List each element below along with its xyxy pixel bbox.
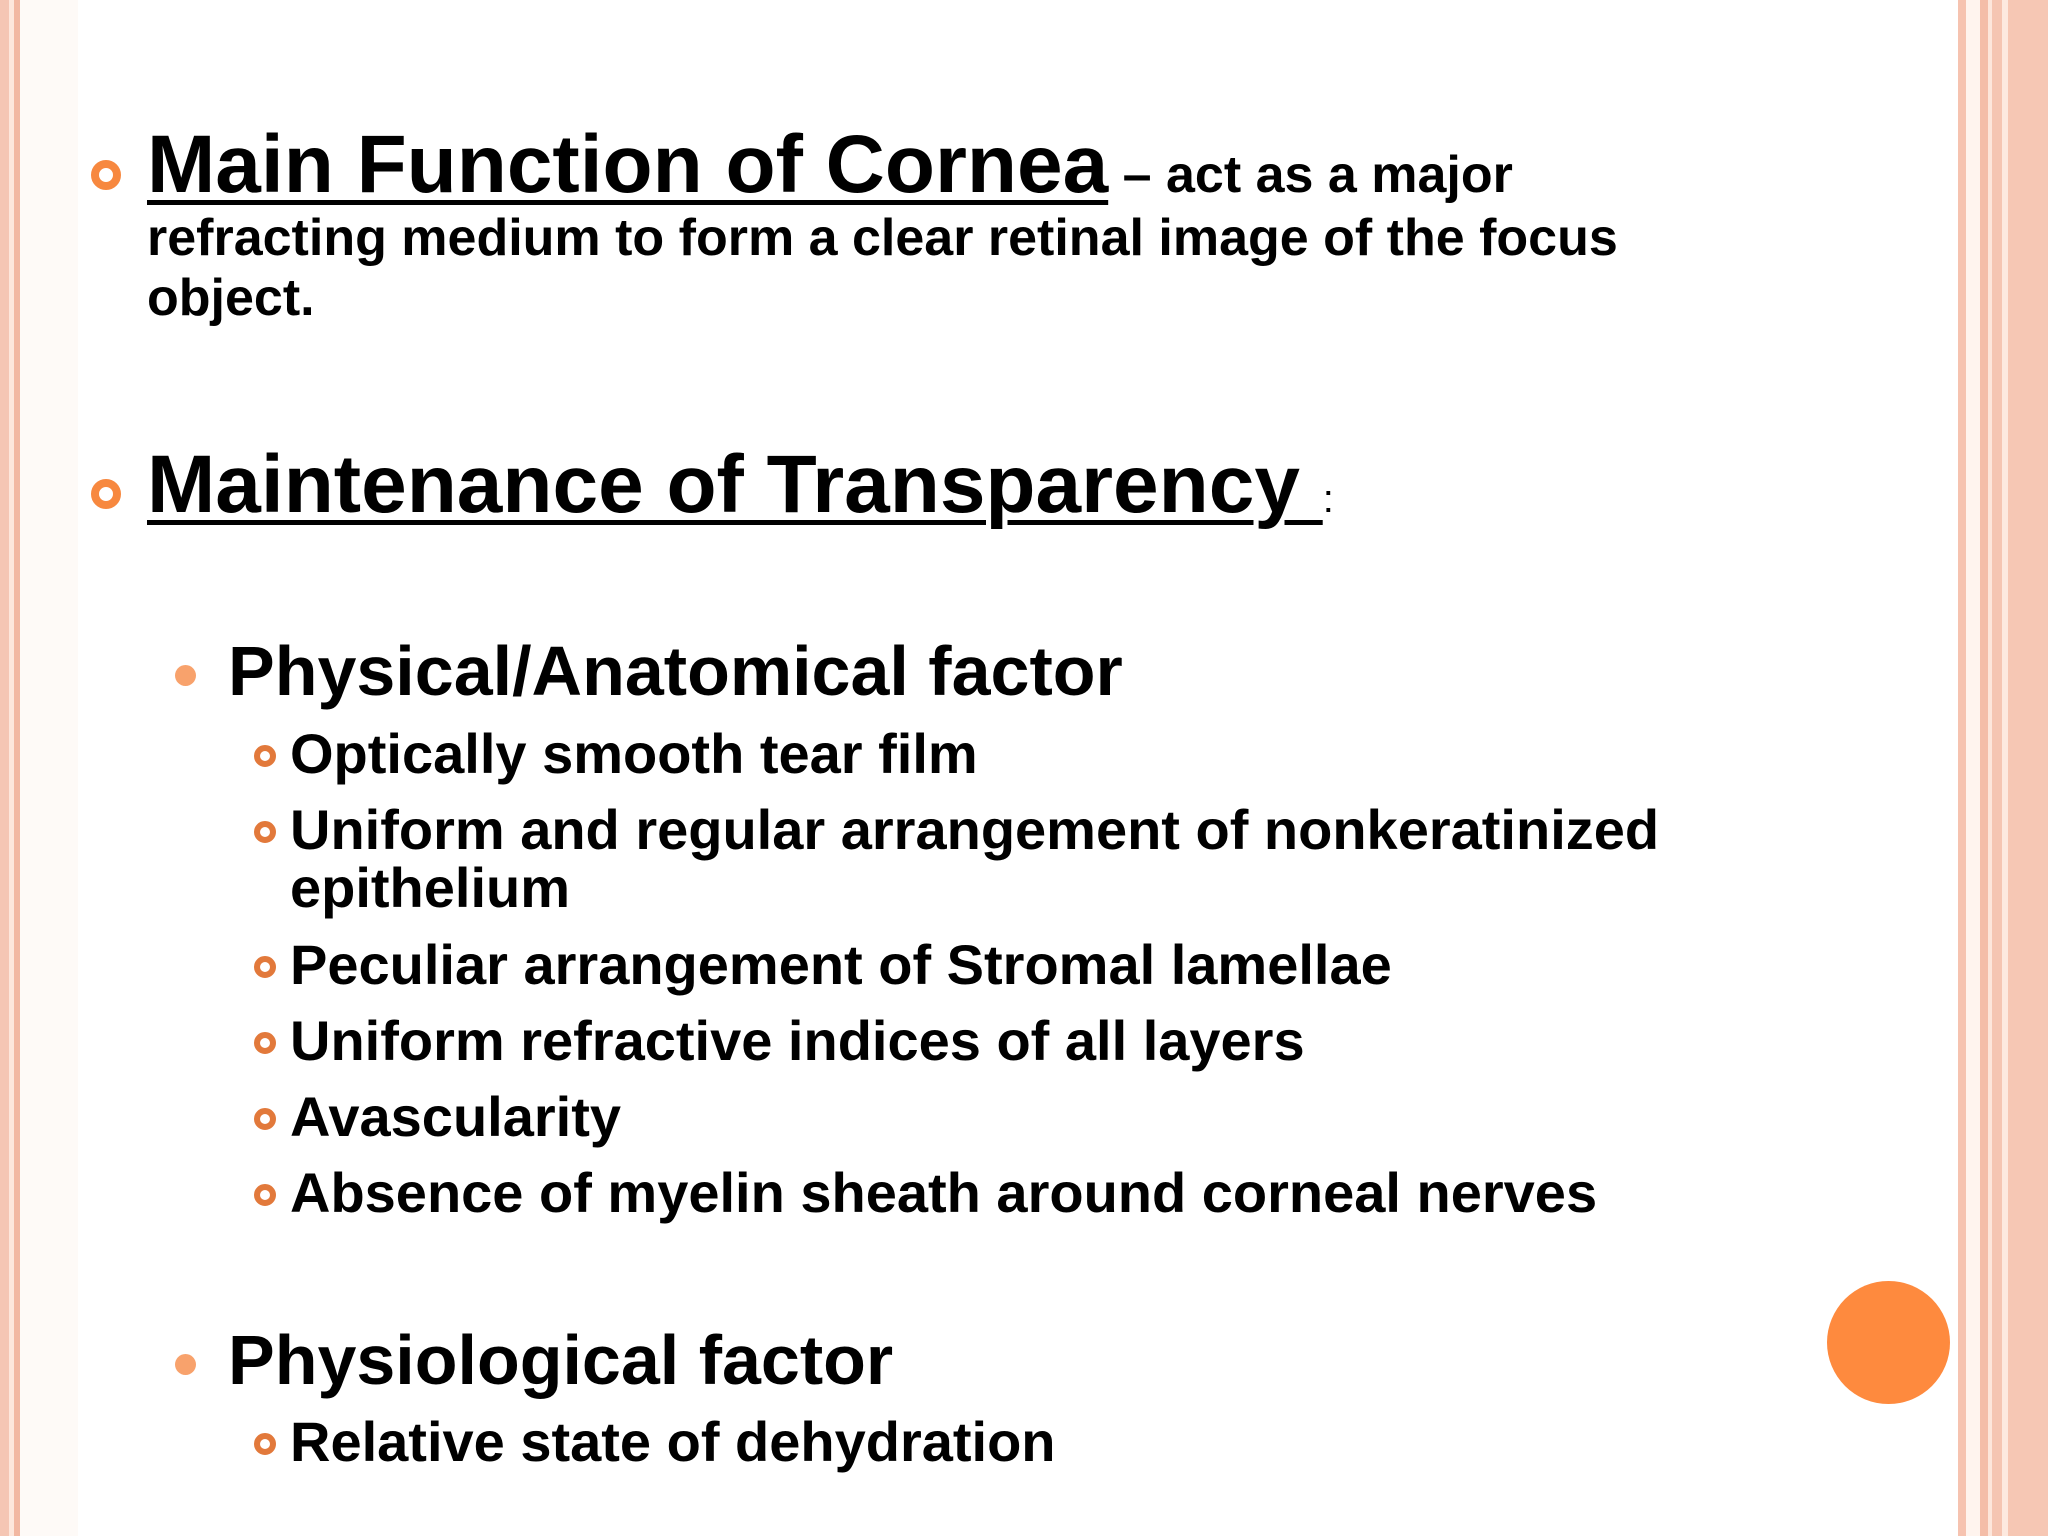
right-border-stripe xyxy=(2008,0,2048,1536)
small-ring-bullet-icon xyxy=(254,745,276,767)
small-ring-bullet-icon xyxy=(254,1108,276,1130)
left-border-stripe xyxy=(0,0,9,1536)
right-border-stripe xyxy=(1980,0,1988,1536)
list-item-continuation: epithelium xyxy=(290,856,571,919)
group-title-physiological: Physiological factor xyxy=(228,1321,894,1399)
list-item: Optically smooth tear film xyxy=(290,722,978,785)
section1-heading: Main Function of Cornea xyxy=(147,119,1109,210)
list-item: Avascularity xyxy=(290,1085,621,1148)
dot-bullet-icon xyxy=(175,1354,196,1375)
decorative-orange-circle xyxy=(1827,1281,1950,1404)
left-border-stripe xyxy=(20,0,78,1536)
right-border-stripe xyxy=(1992,0,2002,1536)
ring-bullet-icon xyxy=(91,160,121,190)
section1-desc-line1: – act as a major xyxy=(1108,146,1513,204)
list-item: Relative state of dehydration xyxy=(290,1410,1056,1473)
small-ring-bullet-icon xyxy=(254,1433,276,1455)
section1-heading-line xyxy=(147,118,1513,212)
right-border-stripe xyxy=(1958,0,1966,1536)
list-item: Uniform and regular arrangement of nonkeratinized xyxy=(290,798,1660,861)
small-ring-bullet-icon xyxy=(254,956,276,978)
small-ring-bullet-icon xyxy=(254,1184,276,1206)
ring-bullet-icon xyxy=(91,479,121,509)
section1-desc-line3: object. xyxy=(147,269,315,327)
group-title-physical: Physical/Anatomical factor xyxy=(228,632,1123,710)
dot-bullet-icon xyxy=(175,665,196,686)
small-ring-bullet-icon xyxy=(254,821,276,843)
section1-desc-line2: refracting medium to form a clear retinal image of the focus xyxy=(147,209,1618,267)
section2-heading-line xyxy=(147,438,1334,532)
section2-heading: Maintenance of Transparency xyxy=(147,439,1323,530)
list-item: Peculiar arrangement of Stromal lamellae xyxy=(290,933,1392,996)
list-item: Uniform refractive indices of all layers xyxy=(290,1009,1305,1072)
list-item: Absence of myelin sheath around corneal nerves xyxy=(290,1161,1598,1224)
small-ring-bullet-icon xyxy=(254,1032,276,1054)
right-border-stripe xyxy=(1966,0,1980,1536)
section2-colon: : xyxy=(1322,477,1334,521)
